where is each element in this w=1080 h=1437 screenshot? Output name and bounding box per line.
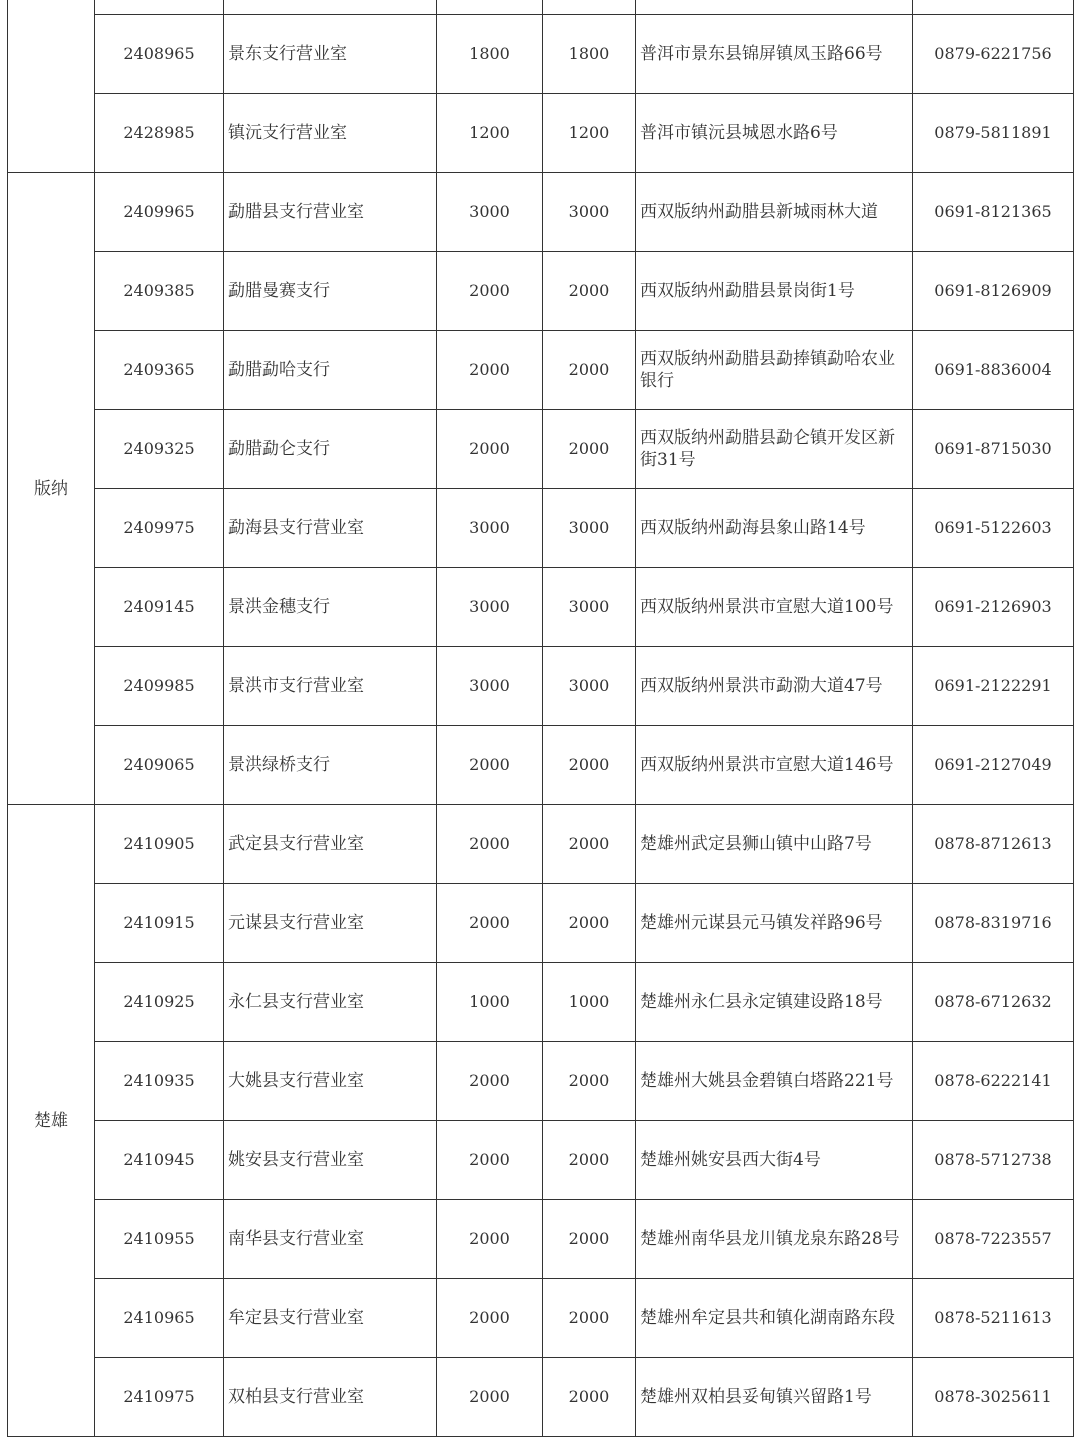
branch-name-cell: 景东支行营业室 xyxy=(224,15,437,94)
branch-code-cell: 2410935 xyxy=(95,1042,224,1121)
table-row xyxy=(8,489,1074,568)
branch-name-cell: 勐腊勐哈支行 xyxy=(224,331,437,410)
phone-cell: 0691-8126909 xyxy=(913,252,1074,331)
amount-b-cell: 3000 xyxy=(543,647,636,726)
table-row xyxy=(8,963,1074,1042)
region-cell: 版纳 xyxy=(8,173,95,805)
phone-cell: 0878-6712632 xyxy=(913,963,1074,1042)
amount-b-cell: 2000 xyxy=(543,1358,636,1437)
amount-b-cell: 2000 xyxy=(543,410,636,489)
address-cell: 西双版纳州景洪市宣慰大道146号 xyxy=(636,726,913,805)
amount-b-cell: 1800 xyxy=(543,15,636,94)
amount-a-cell: 2000 xyxy=(437,1121,543,1200)
amount-b-cell: 2000 xyxy=(543,884,636,963)
amount-b-cell xyxy=(543,0,636,15)
table-row xyxy=(8,410,1074,489)
amount-a-cell: 2000 xyxy=(437,410,543,489)
branch-code-cell: 2409385 xyxy=(95,252,224,331)
amount-a-cell: 3000 xyxy=(437,568,543,647)
table-row xyxy=(8,568,1074,647)
branch-name-cell xyxy=(224,0,437,15)
branch-code-cell: 2409365 xyxy=(95,331,224,410)
table-row xyxy=(8,884,1074,963)
phone-cell xyxy=(913,0,1074,15)
branch-name-cell: 景洪绿桥支行 xyxy=(224,726,437,805)
table-row xyxy=(8,726,1074,805)
address-cell: 楚雄州大姚县金碧镇白塔路221号 xyxy=(636,1042,913,1121)
amount-b-cell: 2000 xyxy=(543,252,636,331)
amount-b-cell: 1200 xyxy=(543,94,636,173)
address-cell xyxy=(636,0,913,15)
address-cell: 西双版纳州勐腊县新城雨林大道 xyxy=(636,173,913,252)
table-row xyxy=(8,0,1074,15)
amount-b-cell: 2000 xyxy=(543,805,636,884)
branch-name-cell: 大姚县支行营业室 xyxy=(224,1042,437,1121)
table-row xyxy=(8,1200,1074,1279)
table-row xyxy=(8,1121,1074,1200)
branch-name-cell: 勐腊县支行营业室 xyxy=(224,173,437,252)
address-cell: 楚雄州武定县狮山镇中山路7号 xyxy=(636,805,913,884)
table-row xyxy=(8,252,1074,331)
amount-a-cell: 2000 xyxy=(437,1279,543,1358)
amount-b-cell: 2000 xyxy=(543,1200,636,1279)
table-row xyxy=(8,1042,1074,1121)
branch-name-cell: 牟定县支行营业室 xyxy=(224,1279,437,1358)
branch-code-cell: 2409325 xyxy=(95,410,224,489)
phone-cell: 0879-5811891 xyxy=(913,94,1074,173)
branch-name-cell: 景洪金穗支行 xyxy=(224,568,437,647)
address-cell: 西双版纳州勐海县象山路14号 xyxy=(636,489,913,568)
branch-code-cell: 2409985 xyxy=(95,647,224,726)
address-cell: 普洱市镇沅县城恩水路6号 xyxy=(636,94,913,173)
amount-b-cell: 2000 xyxy=(543,1121,636,1200)
branch-name-cell: 勐腊曼赛支行 xyxy=(224,252,437,331)
table-row xyxy=(8,647,1074,726)
table-row xyxy=(8,15,1074,94)
address-cell: 楚雄州元谋县元马镇发祥路96号 xyxy=(636,884,913,963)
address-cell: 楚雄州双柏县妥甸镇兴留路1号 xyxy=(636,1358,913,1437)
branch-code-cell: 2410965 xyxy=(95,1279,224,1358)
amount-b-cell: 2000 xyxy=(543,331,636,410)
address-cell: 普洱市景东县锦屏镇凤玉路66号 xyxy=(636,15,913,94)
phone-cell: 0878-6222141 xyxy=(913,1042,1074,1121)
phone-cell: 0878-3025611 xyxy=(913,1358,1074,1437)
branch-table xyxy=(7,0,1074,1437)
branch-code-cell: 2409975 xyxy=(95,489,224,568)
amount-a-cell: 3000 xyxy=(437,647,543,726)
branch-name-cell: 镇沅支行营业室 xyxy=(224,94,437,173)
branch-code-cell xyxy=(95,0,224,15)
phone-cell: 0691-2126903 xyxy=(913,568,1074,647)
amount-b-cell: 2000 xyxy=(543,1279,636,1358)
amount-a-cell: 2000 xyxy=(437,331,543,410)
amount-a-cell xyxy=(437,0,543,15)
branch-name-cell: 景洪市支行营业室 xyxy=(224,647,437,726)
address-cell: 西双版纳州景洪市勐泐大道47号 xyxy=(636,647,913,726)
amount-a-cell: 2000 xyxy=(437,726,543,805)
amount-b-cell: 2000 xyxy=(543,1042,636,1121)
phone-cell: 0691-2122291 xyxy=(913,647,1074,726)
phone-cell: 0878-8319716 xyxy=(913,884,1074,963)
branch-code-cell: 2408965 xyxy=(95,15,224,94)
address-cell: 楚雄州姚安县西大街4号 xyxy=(636,1121,913,1200)
address-cell: 西双版纳州景洪市宣慰大道100号 xyxy=(636,568,913,647)
address-cell: 楚雄州南华县龙川镇龙泉东路28号 xyxy=(636,1200,913,1279)
branch-name-cell: 元谋县支行营业室 xyxy=(224,884,437,963)
phone-cell: 0878-5211613 xyxy=(913,1279,1074,1358)
address-cell: 楚雄州牟定县共和镇化湖南路东段 xyxy=(636,1279,913,1358)
address-cell: 西双版纳州勐腊县景岗街1号 xyxy=(636,252,913,331)
amount-b-cell: 1000 xyxy=(543,963,636,1042)
branch-name-cell: 姚安县支行营业室 xyxy=(224,1121,437,1200)
branch-name-cell: 双柏县支行营业室 xyxy=(224,1358,437,1437)
phone-cell: 0691-8715030 xyxy=(913,410,1074,489)
branch-name-cell: 武定县支行营业室 xyxy=(224,805,437,884)
branch-code-cell: 2409965 xyxy=(95,173,224,252)
amount-a-cell: 3000 xyxy=(437,173,543,252)
table-row xyxy=(8,94,1074,173)
amount-b-cell: 3000 xyxy=(543,173,636,252)
amount-a-cell: 1800 xyxy=(437,15,543,94)
phone-cell: 0691-8836004 xyxy=(913,331,1074,410)
branch-code-cell: 2410925 xyxy=(95,963,224,1042)
amount-a-cell: 2000 xyxy=(437,252,543,331)
table-row xyxy=(8,173,1074,252)
table-row xyxy=(8,805,1074,884)
amount-b-cell: 3000 xyxy=(543,489,636,568)
amount-b-cell: 3000 xyxy=(543,568,636,647)
branch-name-cell: 永仁县支行营业室 xyxy=(224,963,437,1042)
region-cell xyxy=(8,0,95,173)
branch-name-cell: 勐腊勐仑支行 xyxy=(224,410,437,489)
amount-a-cell: 2000 xyxy=(437,884,543,963)
phone-cell: 0691-5122603 xyxy=(913,489,1074,568)
branch-code-cell: 2410945 xyxy=(95,1121,224,1200)
address-cell: 楚雄州永仁县永定镇建设路18号 xyxy=(636,963,913,1042)
amount-a-cell: 2000 xyxy=(437,1042,543,1121)
phone-cell: 0879-6221756 xyxy=(913,15,1074,94)
branch-code-cell: 2428985 xyxy=(95,94,224,173)
amount-b-cell: 2000 xyxy=(543,726,636,805)
region-cell: 楚雄 xyxy=(8,805,95,1437)
amount-a-cell: 2000 xyxy=(437,805,543,884)
branch-code-cell: 2410915 xyxy=(95,884,224,963)
table-row xyxy=(8,1279,1074,1358)
phone-cell: 0691-2127049 xyxy=(913,726,1074,805)
table-row xyxy=(8,331,1074,410)
branch-name-cell: 南华县支行营业室 xyxy=(224,1200,437,1279)
branch-code-cell: 2410905 xyxy=(95,805,224,884)
branch-code-cell: 2409145 xyxy=(95,568,224,647)
amount-a-cell: 1200 xyxy=(437,94,543,173)
address-cell: 西双版纳州勐腊县勐捧镇勐哈农业银行 xyxy=(636,331,913,410)
phone-cell: 0878-8712613 xyxy=(913,805,1074,884)
branch-table-body xyxy=(8,0,1074,1437)
branch-code-cell: 2410975 xyxy=(95,1358,224,1437)
branch-name-cell: 勐海县支行营业室 xyxy=(224,489,437,568)
address-cell: 西双版纳州勐腊县勐仑镇开发区新街31号 xyxy=(636,410,913,489)
amount-a-cell: 2000 xyxy=(437,1358,543,1437)
phone-cell: 0691-8121365 xyxy=(913,173,1074,252)
phone-cell: 0878-7223557 xyxy=(913,1200,1074,1279)
amount-a-cell: 2000 xyxy=(437,1200,543,1279)
branch-code-cell: 2409065 xyxy=(95,726,224,805)
branch-code-cell: 2410955 xyxy=(95,1200,224,1279)
phone-cell: 0878-5712738 xyxy=(913,1121,1074,1200)
amount-a-cell: 3000 xyxy=(437,489,543,568)
amount-a-cell: 1000 xyxy=(437,963,543,1042)
table-row xyxy=(8,1358,1074,1437)
